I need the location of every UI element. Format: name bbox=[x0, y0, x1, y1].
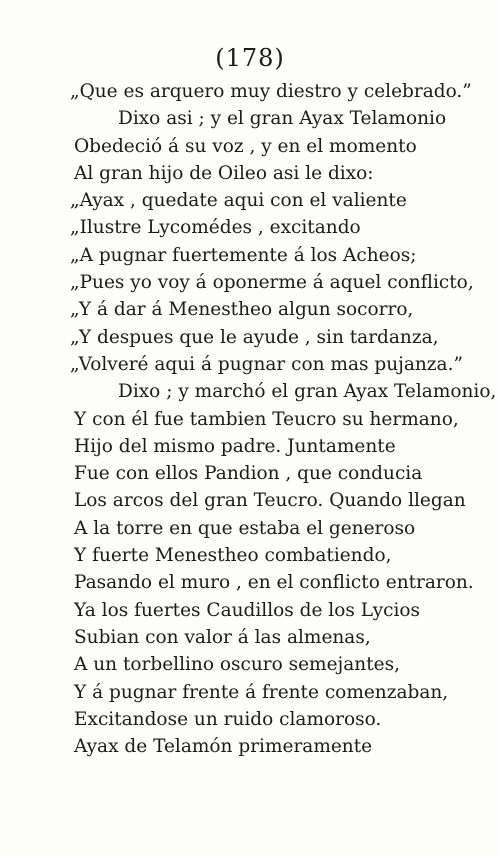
verse-line: „Pues yo voy á oponerme á aquel conflicto, bbox=[70, 272, 474, 294]
verse-line: Obedeció á su voz , y en el momento bbox=[74, 135, 417, 157]
verse-line: Y con él fue tambien Teucro su hermano, bbox=[74, 408, 459, 430]
verse-line: „Y á dar á Menestheo algun socorro, bbox=[70, 299, 414, 321]
verse-line: „A pugnar fuertemente á los Acheos; bbox=[70, 244, 417, 266]
page-number: (178) bbox=[215, 44, 285, 72]
verse-line: Los arcos del gran Teucro. Quando llegan bbox=[74, 490, 466, 512]
verse-line: Fue con ellos Pandion , que conducia bbox=[74, 463, 423, 485]
verse-line: Dixo asi ; y el gran Ayax Telamonio bbox=[118, 108, 447, 130]
verse-line: Hijo del mismo padre. Juntamente bbox=[74, 435, 396, 457]
verse-line: Pasando el muro , en el conflicto entraron. bbox=[74, 572, 474, 594]
verse-line: Ayax de Telamón primeramente bbox=[74, 736, 373, 758]
verse-line: Ya los fuertes Caudillos de los Lycios bbox=[74, 599, 421, 621]
verse-line: „Volveré aqui á pugnar con mas pujanza.” bbox=[70, 353, 463, 375]
verse-line: A un torbellino oscuro semejantes, bbox=[74, 654, 400, 676]
verse-line: Al gran hijo de Oileo asi le dixo: bbox=[74, 162, 374, 184]
verse-line: Subian con valor á las almenas, bbox=[74, 626, 371, 648]
verse-line: „Ayax , quedate aqui con el valiente bbox=[70, 190, 407, 212]
verse-line: „Ilustre Lycomédes , excitando bbox=[70, 217, 361, 239]
verse-text bbox=[0, 78, 500, 760]
verse-line: „Y despues que le ayude , sin tardanza, bbox=[70, 326, 439, 348]
verse-line: Dixo ; y marchó el gran Ayax Telamonio, bbox=[118, 381, 497, 403]
verse-line: Y á pugnar frente á frente comenzaban, bbox=[74, 681, 449, 703]
verse-line: A la torre en que estaba el generoso bbox=[74, 517, 416, 539]
verse-line: Excitandose un ruido clamoroso. bbox=[74, 708, 382, 730]
verse-line: Y fuerte Menestheo combatiendo, bbox=[74, 545, 392, 567]
verse-line: „Que es arquero muy diestro y celebrado.” bbox=[70, 81, 472, 102]
